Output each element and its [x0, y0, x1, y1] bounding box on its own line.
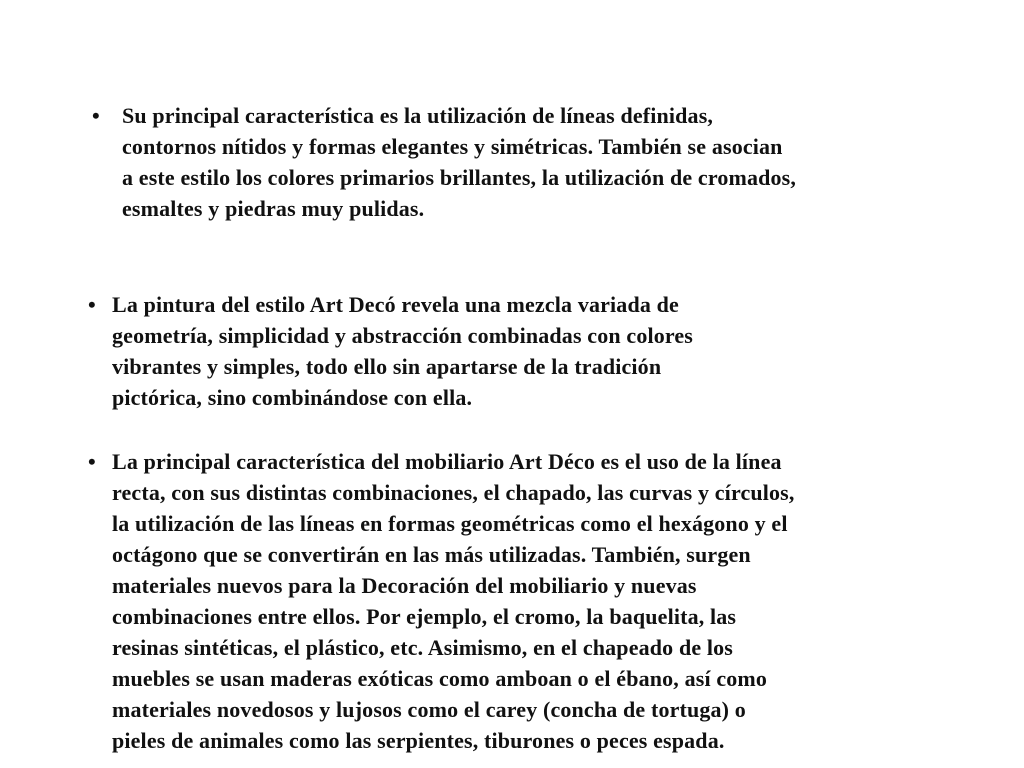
bullet-text: La principal característica del mobiliario Art Déco es el uso de la línea recta, con sus distintas combinaciones, el chapado, las curvas y círculos, la utilización de las líneas en formas geométricas como el hexágono y el octágono que se convertirán en las más utilizadas. También, surgen materiales nuevos para la Decoración del mobiliario y nuevas combinaciones entre ellos. Por ejemplo, el cromo, la baquelita, las resinas sintéticas, el plástico, etc. Asimismo, en el chapeado de los muebles se usan maderas exóticas como amboan o el ébano, así como materiales novedosos y lujosos como el carey (concha de tortuga) o pieles de animales como las serpientes, tiburones o peces espada.: [112, 449, 795, 753]
bullet-marker: •: [88, 292, 96, 317]
bullet-item-furniture: [88, 446, 1008, 756]
bullet-marker: •: [88, 449, 96, 474]
bullet-text: Su principal característica es la utilización de líneas definidas, contornos nítidos y formas elegantes y simétricas. También se asocian a este estilo los colores primarios brillantes, la utilización de cromados, esmaltes y piedras muy pulidas.: [122, 103, 797, 221]
bullet-item-painting: [88, 289, 988, 413]
bullet-marker: •: [92, 103, 100, 128]
bullet-text: La pintura del estilo Art Decó revela una mezcla variada de geometría, simplicidad y abstracción combinadas con colores vibrantes y simples, todo ello sin apartarse de la tradición pictórica, sino combinándose con ella.: [112, 292, 694, 410]
bullet-item-design-characteristics: [92, 100, 992, 224]
